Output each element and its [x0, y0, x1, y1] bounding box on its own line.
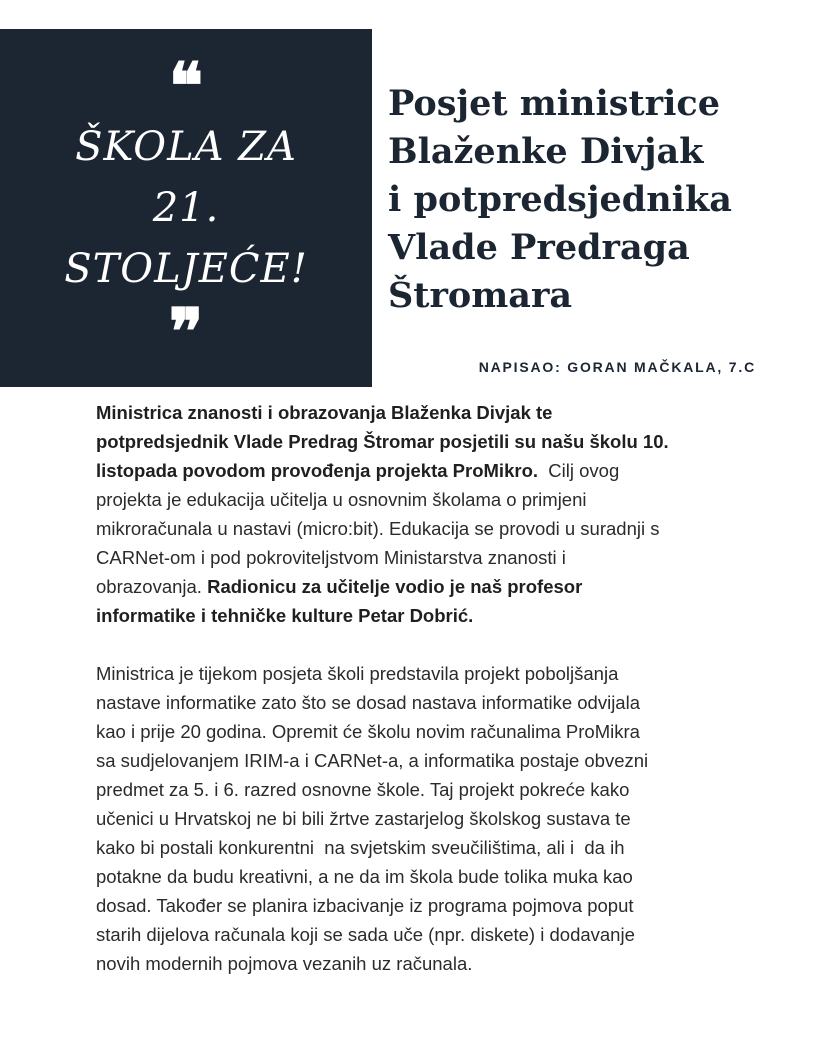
text-line: CARNet-om i pod pokroviteljstvom Ministarstva znanosti i	[96, 547, 566, 568]
text-line: starih dijelova računala koji se sada uče (npr. diskete) i dodavanje	[96, 924, 635, 945]
paragraph-intro	[96, 398, 736, 630]
title-line: Vlade Predraga	[388, 227, 690, 268]
text-line: sa sudjelovanjem IRIM-a i CARNet-a, a informatika postaje obvezni	[96, 750, 649, 771]
text-line: kako bi postali konkurentni na svjetskim sveučilištima, ali i da ih	[96, 837, 625, 858]
quote-line: STOLJEĆE!	[64, 246, 308, 292]
text-line: predmet za 5. i 6. razred osnovne škole. Taj projekt pokreće kako	[96, 779, 630, 800]
text-line: kao i prije 20 godina. Opremit će školu novim računalima ProMikra	[96, 721, 640, 742]
text-line: novih modernih pojmova vezanih uz računala.	[96, 953, 473, 974]
close-quote-icon: ❞	[168, 295, 204, 370]
bold-text: Radionicu za učitelje vodio je naš profesor	[207, 576, 583, 597]
paragraph-main	[96, 659, 736, 978]
bold-text: listopada povodom provođenja projekta ProMikro.	[96, 460, 539, 481]
title-line: Posjet ministrice	[388, 83, 720, 124]
article-body	[96, 398, 736, 1007]
text-line: Ministrica znanosti i obrazovanja Blaženka Divjak te	[96, 402, 553, 423]
text-line: mikroračunala u nastavi (micro:bit). Edukacija se provodi u suradnji s	[96, 518, 660, 539]
text-line: projekta je edukacija učitelja u osnovnim školama o primjeni	[96, 489, 587, 510]
text-line: dosad. Također se planira izbacivanje iz programa pojmova poput	[96, 895, 634, 916]
text-line: potakne da budu kreativni, a ne da im škola bude tolika muka kao	[96, 866, 633, 887]
quote-line: 21.	[152, 185, 220, 231]
open-quote-icon: ❝	[168, 49, 204, 124]
text-line	[96, 456, 736, 485]
text-line: potpredsjednik Vlade Predrag Štromar posjetili su našu školu 10.	[96, 431, 669, 452]
quote-box	[0, 29, 372, 387]
text-line: nastave informatike zato što se dosad nastava informatike odvijala	[96, 692, 640, 713]
plain-text: Cilj ovog	[538, 460, 620, 481]
quote-text	[20, 117, 352, 300]
text-line: Ministrica je tijekom posjeta školi predstavila projekt poboljšanja	[96, 663, 619, 684]
article-title	[388, 80, 808, 320]
text-line: učenici u Hrvatskoj ne bi bili žrtve zastarjelog školskog sustava te	[96, 808, 631, 829]
author-byline: NAPISAO: GORAN MAČKALA, 7.C	[478, 359, 756, 375]
title-line: Blaženke Divjak	[388, 131, 704, 172]
quote-line: ŠKOLA ZA	[75, 124, 297, 170]
title-line: i potpredsjednika	[388, 179, 732, 220]
title-line: Štromara	[388, 275, 573, 316]
plain-text: obrazovanja.	[96, 576, 208, 597]
text-line	[96, 572, 736, 601]
text-line: informatike i tehničke kulture Petar Dobrić.	[96, 605, 474, 626]
